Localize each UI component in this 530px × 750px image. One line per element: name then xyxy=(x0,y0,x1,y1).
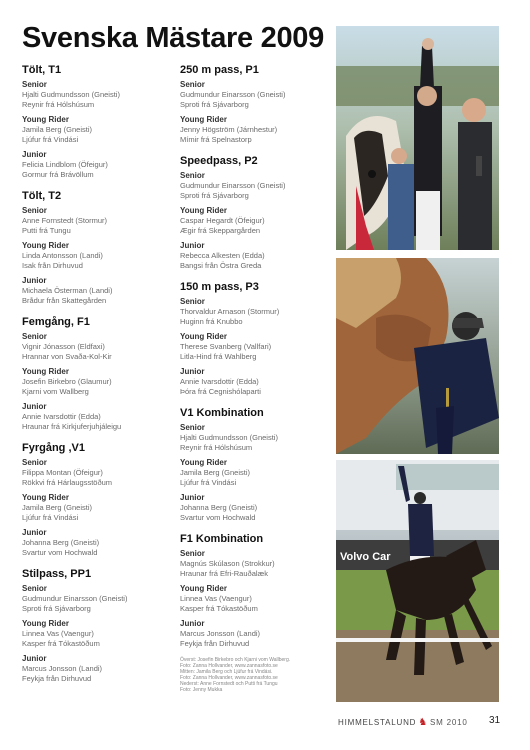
credit-line: Överst: Josefin Birkebro och Kjarni vom Wallberg. xyxy=(180,657,291,663)
category-block xyxy=(180,423,330,453)
category-name: Senior xyxy=(22,332,47,341)
category-name: Junior xyxy=(180,367,205,376)
category-block xyxy=(22,654,162,684)
category-name: Senior xyxy=(22,80,47,89)
event-title: Speedpass, P2 xyxy=(180,155,258,167)
category-name: Junior xyxy=(22,276,47,285)
event-title: V1 Kombination xyxy=(180,407,264,419)
horse-name: Huginn frá Knubbo xyxy=(180,317,243,326)
photo-credits xyxy=(180,657,330,693)
photo-rider-hugging-horse-illustration xyxy=(336,258,499,454)
category-block xyxy=(180,458,330,488)
rider-name: Annie Ivarsdottir (Edda) xyxy=(180,377,259,386)
results-column-left xyxy=(22,64,162,694)
horse-name: Ljúfur frá Vindási xyxy=(180,478,237,487)
event-title: Stilpass, PP1 xyxy=(22,568,92,580)
rider-name: Josefin Birkebro (Glaumur) xyxy=(22,377,112,386)
category-block xyxy=(180,584,330,614)
rider-name: Jamila Berg (Gneisti) xyxy=(180,468,251,477)
category-name: Senior xyxy=(180,297,205,306)
rider-name: Therese Svanberg (Vallfari) xyxy=(180,342,272,351)
category-name: Junior xyxy=(180,619,205,628)
rider-name: Linnea Vas (Vaengur) xyxy=(22,629,94,638)
category-block xyxy=(180,493,330,523)
category-name: Senior xyxy=(180,171,205,180)
banner-text: Volvo Car xyxy=(340,551,391,563)
credit-line: Foto: Zanna Hollvander, www.zannasfoto.se xyxy=(180,663,278,669)
rider-name: Thorvaldur Arnason (Stormur) xyxy=(180,307,280,316)
rider-name: Felicia Lindblom (Öfeigur) xyxy=(22,160,108,169)
event-block xyxy=(22,64,162,180)
rider-name: Jamila Berg (Gneisti) xyxy=(22,503,93,512)
category-block xyxy=(180,80,330,110)
category-block xyxy=(22,276,162,306)
event-title: Fyrgång ,V1 xyxy=(22,442,85,454)
category-block xyxy=(180,367,330,397)
category-block xyxy=(180,297,330,327)
footer-brand: HIMMELSTALUND xyxy=(338,718,417,727)
category-block xyxy=(180,619,330,649)
footer-event: SM 2010 xyxy=(430,718,468,727)
horse-name: Sproti frá Sjávarborg xyxy=(180,100,249,109)
credit-line: Nederst: Anne Fornstedt och Putti frá Tungu xyxy=(180,681,278,687)
event-block xyxy=(180,281,330,397)
category-name: Junior xyxy=(22,402,47,411)
category-name: Senior xyxy=(22,206,47,215)
rider-name: Linnea Vas (Vaengur) xyxy=(180,594,252,603)
category-block xyxy=(180,241,330,271)
photo-celebration-illustration xyxy=(336,26,499,250)
category-block xyxy=(180,171,330,201)
photo-rider-hugging-horse xyxy=(336,258,499,454)
results-column-right xyxy=(180,64,330,659)
category-name: Senior xyxy=(180,549,205,558)
category-name: Junior xyxy=(180,241,205,250)
category-name: Senior xyxy=(22,584,47,593)
horse-name: Feykja från Dirhuvud xyxy=(22,674,92,683)
category-name: Senior xyxy=(22,458,47,467)
horse-name: Mímir frá Spelnastorp xyxy=(180,135,252,144)
event-title: Tölt, T2 xyxy=(22,190,62,202)
rider-name: Gudmundur Einarsson (Gneisti) xyxy=(180,181,286,190)
event-block xyxy=(22,316,162,432)
category-block xyxy=(22,206,162,236)
event-title: 250 m pass, P1 xyxy=(180,64,259,76)
rider-name: Hjalti Gudmundsson (Gneisti) xyxy=(180,433,278,442)
category-block xyxy=(22,619,162,649)
horse-name: Sproti frá Sjávarborg xyxy=(180,191,249,200)
credit-line: Foto: Jenny Mukka xyxy=(180,687,223,693)
horse-name: Brådur från Skattegården xyxy=(22,296,107,305)
rider-name: Annie Ivarsdottir (Edda) xyxy=(22,412,101,421)
event-title: Tölt, T1 xyxy=(22,64,62,76)
category-name: Young Rider xyxy=(180,584,227,593)
rider-name: Gudmundur Einarsson (Gneisti) xyxy=(180,90,286,99)
rider-name: Michaela Österman (Landi) xyxy=(22,286,113,295)
rider-name: Anne Fornstedt (Stormur) xyxy=(22,216,108,225)
rider-name: Hjalti Gudmundsson (Gneisti) xyxy=(22,90,120,99)
horse-name: Ljúfur frá Vindási xyxy=(22,513,79,522)
event-block xyxy=(22,190,162,306)
credit-line: Mitten: Jamila Berg och Ljúfur frá Vindási. xyxy=(180,669,273,675)
horse-name: Hraunar frá Efri-Rauðalæk xyxy=(180,569,268,578)
event-block xyxy=(180,533,330,649)
horse-name: Svartur vom Hochwald xyxy=(22,548,98,557)
category-block xyxy=(22,493,162,523)
horse-name: Ljúfur frá Vindási xyxy=(22,135,79,144)
rider-name: Filippa Montan (Öfeigur) xyxy=(22,468,103,477)
category-block xyxy=(180,549,330,579)
rider-name: Johanna Berg (Gneisti) xyxy=(22,538,100,547)
horse-name: Putti frá Tungu xyxy=(22,226,71,235)
rider-name: Jenny Högström (Járnhestur) xyxy=(180,125,278,134)
event-title: F1 Kombination xyxy=(180,533,264,545)
page-number: 31 xyxy=(489,715,501,726)
horse-name: Þóra frá Cegnishólaparti xyxy=(180,387,261,396)
category-name: Senior xyxy=(180,423,205,432)
event-block xyxy=(22,568,162,684)
event-block xyxy=(180,64,330,145)
category-name: Young Rider xyxy=(180,458,227,467)
horse-name: Gormur frá Brávöllum xyxy=(22,170,94,179)
horse-logo-icon: ♞ xyxy=(418,717,429,728)
category-block xyxy=(22,115,162,145)
rider-name: Johanna Berg (Gneisti) xyxy=(180,503,258,512)
horse-name: Isak från Dirhuvud xyxy=(22,261,83,270)
category-name: Young Rider xyxy=(22,493,69,502)
event-block xyxy=(22,442,162,558)
rider-name: Vignir Jónasson (Eldfaxi) xyxy=(22,342,105,351)
category-block xyxy=(22,528,162,558)
category-block xyxy=(22,458,162,488)
category-block xyxy=(22,584,162,614)
rider-name: Marcus Jonsson (Landi) xyxy=(22,664,103,673)
event-title: Femgång, F1 xyxy=(22,316,90,328)
footer xyxy=(338,717,468,728)
category-name: Junior xyxy=(180,493,205,502)
horse-name: Reynir frá Hólshúsum xyxy=(22,100,95,109)
category-name: Young Rider xyxy=(180,206,227,215)
horse-name: Sproti frá Sjávarborg xyxy=(22,604,91,613)
rider-name: Jamila Berg (Gneisti) xyxy=(22,125,93,134)
category-name: Junior xyxy=(22,654,47,663)
event-title: 150 m pass, P3 xyxy=(180,281,259,293)
rider-name: Gudmundur Einarsson (Gneisti) xyxy=(22,594,128,603)
photo-celebration xyxy=(336,26,499,250)
rider-name: Caspar Hegardt (Öfeigur) xyxy=(180,216,265,225)
event-block xyxy=(180,407,330,523)
horse-name: Kasper frá Tókastöðum xyxy=(180,604,258,613)
category-block xyxy=(22,332,162,362)
horse-name: Kasper frá Tókastöðum xyxy=(22,639,100,648)
credit-line: Foto: Zanna Hollvander, www.zannasfoto.se xyxy=(180,675,278,681)
category-block xyxy=(22,367,162,397)
rider-name: Magnús Skúlason (Strokkur) xyxy=(180,559,275,568)
page-title: Svenska Mästare 2009 xyxy=(22,22,324,54)
horse-name: Bangsi från Östra Greda xyxy=(180,261,262,270)
category-name: Young Rider xyxy=(22,367,69,376)
horse-name: Rökkvi frá Hárlaugsstöðum xyxy=(22,478,113,487)
category-block xyxy=(180,332,330,362)
category-name: Young Rider xyxy=(22,619,69,628)
horse-name: Feykja från Dirhuvud xyxy=(180,639,250,648)
category-name: Young Rider xyxy=(180,115,227,124)
category-name: Junior xyxy=(22,528,47,537)
photo-rider-on-horse-illustration xyxy=(336,460,499,702)
category-block xyxy=(22,80,162,110)
horse-name: Litla-Hind frá Wahlberg xyxy=(180,352,257,361)
horse-name: Kjarni vom Wallberg xyxy=(22,387,89,396)
category-block xyxy=(22,241,162,271)
category-block xyxy=(180,115,330,145)
category-name: Young Rider xyxy=(22,115,69,124)
category-block xyxy=(22,402,162,432)
category-name: Junior xyxy=(22,150,47,159)
category-name: Young Rider xyxy=(180,332,227,341)
rider-name: Linda Antonsson (Landi) xyxy=(22,251,103,260)
category-name: Young Rider xyxy=(22,241,69,250)
rider-name: Marcus Jonsson (Landi) xyxy=(180,629,261,638)
horse-name: Svartur vom Hochwald xyxy=(180,513,256,522)
category-block xyxy=(180,206,330,236)
category-name: Senior xyxy=(180,80,205,89)
event-block xyxy=(180,155,330,271)
horse-name: Reynir frá Hólshúsum xyxy=(180,443,253,452)
rider-name: Rebecca Alkesten (Edda) xyxy=(180,251,265,260)
horse-name: Hraunar frá Kirkjuferjuhjáleigu xyxy=(22,422,122,431)
photo-rider-on-horse xyxy=(336,460,499,702)
horse-name: Ægir frá Skeppargården xyxy=(180,226,261,235)
horse-name: Hrannar von Svaða-Kol-Kir xyxy=(22,352,112,361)
category-block xyxy=(22,150,162,180)
